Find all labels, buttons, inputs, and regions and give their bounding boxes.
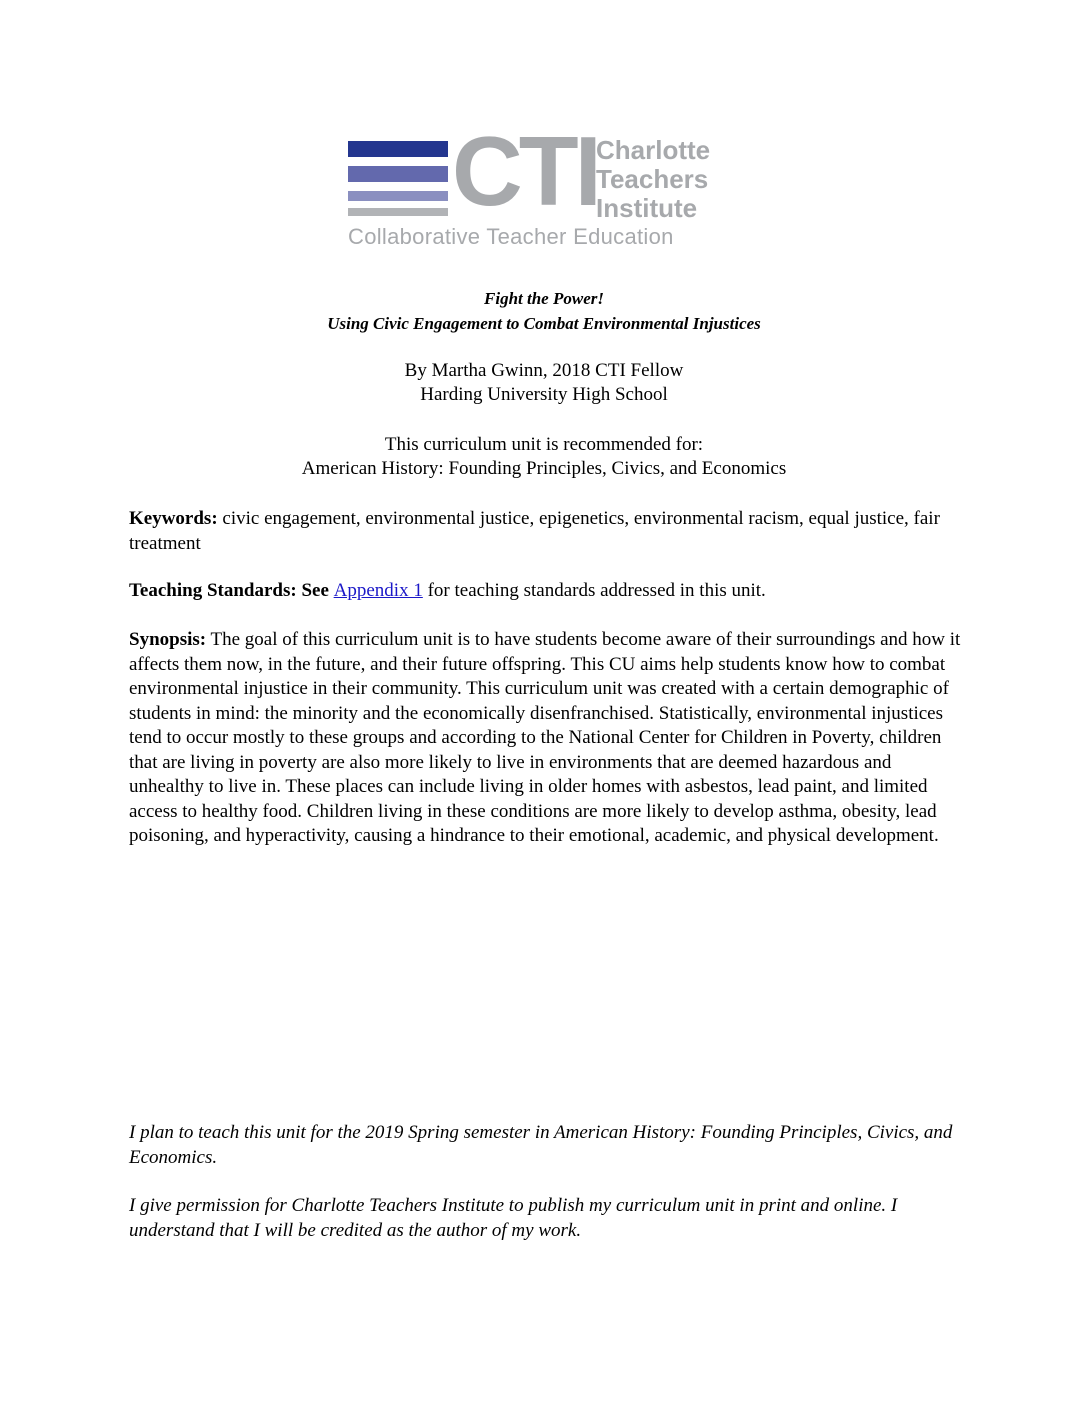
logo-name-line-3: Institute — [596, 193, 698, 223]
unit-title — [0, 286, 1088, 336]
logo-name-line-1: Charlotte — [596, 135, 711, 165]
teaching-plan-statement: I plan to teach this unit for the 2019 Spring semester in American History: Founding Principles, Civics, and Economics. — [129, 1122, 953, 1168]
keywords-text: civic engagement, environmental justice, epigenetics, environmental racism, equal justice, fair treatment — [129, 508, 940, 554]
recommendation-intro: This curriculum unit is recommended for: — [384, 434, 704, 455]
appendix-1-link[interactable]: Appendix 1 — [333, 580, 423, 601]
logo-name — [596, 136, 710, 223]
logo-bar-light — [348, 191, 448, 201]
title-line-1: Fight the Power! — [484, 289, 604, 308]
synopsis-label: Synopsis: — [129, 629, 207, 650]
logo-name-line-2: Teachers — [596, 164, 709, 194]
logo-bar-gray — [348, 208, 448, 216]
synopsis-text: The goal of this curriculum unit is to have students become aware of their surroundings and how it affects them now, in the future, and their future offspring. This CU aims help students know how to combat environmental injustice in their community. This curriculum unit was created with a certain demographic of students in mind: the minority and the economically disenfranchised. Statistically, environmental injustices tend to occur mostly to these groups and according to the National Center for Children in Poverty, children that are living in poverty are also more likely to live in environments that are deemed hazardous and unhealthy to live in. These places can include living in older homes with asbestos, lead paint, and limited access to healthy food. Children living in these conditions are more likely to develop asthma, obesity, lead poisoning, and hyperactivity, causing a hindrance to their emotional, academic, and physical development. — [129, 629, 961, 846]
recommendation-block — [0, 433, 1088, 481]
author-block — [0, 359, 1088, 407]
logo-bar-mid — [348, 166, 448, 182]
teaching-standards-label: Teaching Standards: See — [129, 580, 334, 601]
author-school: Harding University High School — [420, 384, 668, 405]
logo-mark: CTI — [452, 116, 598, 226]
keywords-label: Keywords: — [129, 508, 218, 529]
cti-logo — [348, 116, 748, 252]
author-byline: By Martha Gwinn, 2018 CTI Fellow — [404, 360, 684, 381]
recommendation-course: American History: Founding Principles, Civics, and Economics — [301, 458, 787, 479]
keywords-paragraph — [129, 507, 964, 556]
permission-statement: I give permission for Charlotte Teachers Institute to publish my curriculum unit in print and online. I understand that I will be credited as the author of my work. — [129, 1195, 898, 1241]
title-line-2: Using Civic Engagement to Combat Environmental Injustices — [327, 314, 761, 333]
logo-tagline: Collaborative Teacher Education — [348, 224, 674, 249]
synopsis-paragraph — [129, 628, 964, 849]
teaching-standards-paragraph — [129, 579, 964, 604]
logo-bar-dark — [348, 141, 448, 157]
teaching-standards-text: for teaching standards addressed in this unit. — [422, 580, 766, 601]
